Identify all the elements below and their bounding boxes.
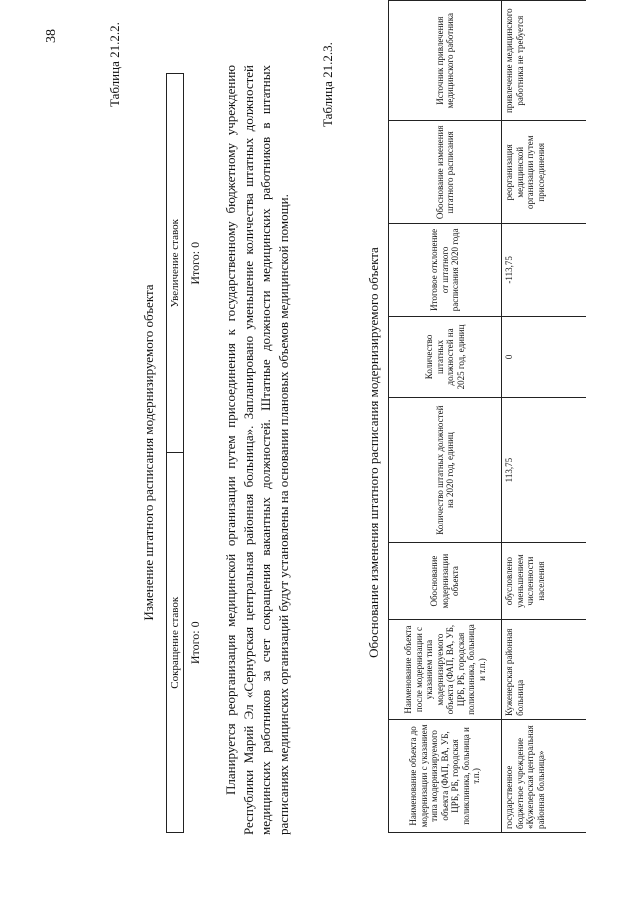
page-number: 38 — [44, 29, 59, 43]
table1-ref: Таблица 21.2.2. — [107, 22, 122, 107]
table2-title: Обоснование изменения штатного расписания модернизируемого объекта — [366, 247, 381, 658]
cell-worker-source: привлечение медицинского работника не требуется — [502, 1, 587, 121]
header-cell: Источник привлечения медицинского работника — [389, 1, 502, 121]
col-increase-header: Увеличение ставок — [167, 74, 184, 454]
total-increase: Итого: 0 — [188, 241, 202, 285]
col-reduce-header: Сокращение ставок — [167, 453, 184, 833]
header-cell: Наименование объекта после модернизации с указанием типа модернизируемого объекта (ФАП, ВА, УБ, ЦРБ, РБ, городская поликлиника, больница и т.п.) — [389, 620, 502, 720]
header-cell: Итоговое отклонение от штатного расписания 2020 года — [389, 224, 502, 316]
header-cell: Обоснование модернизации объекта — [389, 542, 502, 619]
cell-staff-2025: 0 — [502, 316, 587, 398]
justification-table — [388, 0, 586, 833]
cell-justification: обусловлено уменьшением численности населения — [502, 542, 587, 619]
total-reduce: Итого: 0 — [188, 621, 202, 665]
cell-object-after: Куженерская районная больница — [502, 620, 587, 720]
cell-change-reason: реорганизация медицинской организации путем присоединения — [502, 121, 587, 224]
table-header-row — [389, 1, 502, 833]
cell-staff-2020: 113,75 — [502, 398, 587, 543]
header-cell: Количество штатных должностей на 2020 год, единиц — [389, 398, 502, 543]
table-row — [502, 1, 587, 833]
table2-ref: Таблица 21.2.3. — [320, 42, 335, 127]
table1-title: Изменение штатного расписания модернизируемого объекта — [141, 284, 156, 621]
staff-change-table — [166, 73, 204, 833]
header-cell: Наименование объекта до модернизации с указанием типа модернизируемого объекта (ФАП, ВА, УБ, ЦРБ, РБ, городская поликлиника, больница и т.п.) — [389, 719, 502, 832]
cell-object-before: государственное бюджетное учреждение «Кужenерская центральная районная больница» — [502, 719, 587, 832]
header-cell: Обоснование изменения штатного расписания — [389, 121, 502, 224]
cell-deviation: -113,75 — [502, 224, 587, 316]
body-paragraph: Планируется реорганизация медицинской организации путем присоединения к государственному бюджетному учреждению Республики Марий Эл «Сернурская центральная районная больница». Запланировано уменьшение количества штатных должностей медицинских работников за счет сокращения вакантных должностей. Штатные должности медицинских работников в штатных расписаниях медицинских организаций будут установлены на основании плановых объемов медицинской помощи. — [223, 65, 291, 835]
header-cell: Количество штатных должностей на 2025 год, единиц — [389, 316, 502, 398]
